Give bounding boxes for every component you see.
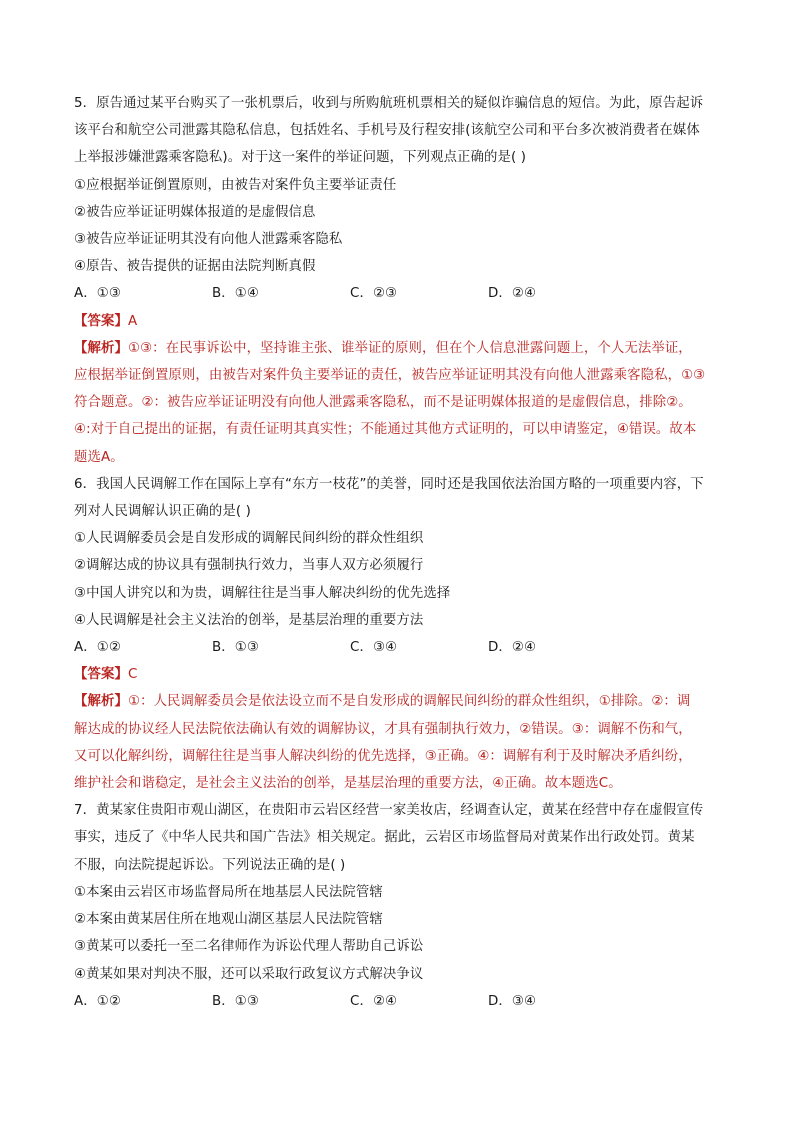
statement-4: ④原告、被告提供的证据由法院判断真假 [74,259,316,275]
answer-value: A [127,313,138,329]
document-content [74,90,726,1015]
statement-1: ①本案由云岩区市场监督局所在地基层人民法院管辖 [74,884,383,900]
statement-3: ③被告应举证证明其没有向他人泄露乘客隐私 [74,232,343,248]
question-stem: 事实，违反了《中华人民共和国广告法》相关规定。据此，云岩区市场监督局对黄某作出行政处罚。黄某 [74,830,695,846]
option-b: B．①③ [212,640,259,656]
analysis-line: 题选A。 [74,449,124,465]
analysis-label: 【解析】 [74,340,128,356]
statement-3: ③中国人讲究以和为贵，调解往往是当事人解决纠纷的优先选择 [74,585,451,601]
question-6 [74,471,726,797]
analysis-block [74,688,726,797]
question-stem: 5．原告通过某平台购买了一张机票后，收到与所购航班机票相关的疑似诈骗信息的短信。为此，原告起诉 [74,96,704,111]
statement-3: ③黄某可以委托一至二名律师作为诉讼代理人帮助自己诉讼 [74,939,424,955]
analysis-line [74,688,726,715]
statement-2: ②本案由黄某居住所在地观山湖区基层人民法院管辖 [74,912,383,928]
option-b: B．①③ [212,993,259,1009]
option-c: C．②③ [350,286,398,302]
analysis-line [74,335,726,362]
statement-4: ④黄某如果对判决不服，还可以采取行政复议方式解决争议 [74,966,424,982]
answer-options [74,634,726,661]
answer-options [74,988,726,1015]
answer-label: 【答案】 [74,667,128,683]
statement-2: ②调解达成的协议具有强制执行效力，当事人双方必须履行 [74,558,424,574]
option-a: A．①② [74,993,121,1009]
analysis-line: 解达成的协议经人民法院依法确认有效的调解协议，才具有强制执行效力，②错误。③：调解不伤和气， [74,721,692,737]
statement-4: ④人民调解是社会主义法治的创举，是基层治理的重要方法 [74,612,424,628]
analysis-line: 又可以化解纠纷，调解往往是当事人解决纠纷的优先选择，③正确。④：调解有利于及时解决矛盾纠纷， [74,748,692,764]
option-a: A．①③ [74,286,121,302]
question-7 [74,797,726,1015]
option-d: D．③④ [488,993,537,1009]
question-5 [74,90,726,471]
answer-options [74,280,726,307]
analysis-text: ①：人民调解委员会是依法设立而不是自发形成的调解民间纠纷的群众性组织，①排除。②：调 [127,694,691,710]
option-a: A．①② [74,640,121,656]
statement-1: ①人民调解委员会是自发形成的调解民间纠纷的群众性组织 [74,531,424,547]
question-stem: 7．黄某家住贵阳市观山湖区，在贵阳市云岩区经营一家美妆店，经调查认定，黄某在经营中存在虚假宣传 [74,803,704,819]
analysis-text: ①③：在民事诉讼中，坚持谁主张、谁举证的原则，但在个人信息泄露问题上，个人无法举证， [127,340,692,356]
statement-2: ②被告应举证证明媒体报道的是虚假信息 [74,204,316,220]
option-c: C．②④ [350,993,398,1009]
answer-line [74,661,726,688]
analysis-line: 维护社会和谐稳定，是社会主义法治的创举，是基层治理的重要方法，④正确。故本题选C。 [74,776,622,792]
option-d: D．②④ [488,286,537,302]
answer-value: C [127,667,138,683]
statement-1: ①应根据举证倒置原则，由被告对案件负主要举证责任 [74,177,397,193]
answer-line [74,308,726,335]
analysis-label: 【解析】 [74,694,128,710]
question-stem: 上举报涉嫌泄露乘客隐私)。对于这一案件的举证问题，下列观点正确的是( ) [74,150,527,166]
answer-label: 【答案】 [74,313,128,329]
analysis-line: 应根据举证倒置原则，由被告对案件负主要举证的责任，被告应举证证明其没有向他人泄露乘客隐私，①③ [74,368,706,384]
option-d: D．②④ [488,640,537,656]
option-c: C．③④ [350,640,398,656]
option-b: B．①④ [212,286,259,302]
question-stem: 列对人民调解认识正确的是( ) [74,504,251,520]
analysis-line: ④:对于自己提出的证据，有责任证明其真实性；不能通过其他方式证明的，可以申请鉴定，④错误。故本 [74,422,697,438]
question-stem: 不服，向法院提起诉讼。下列说法正确的是( ) [74,857,346,873]
question-stem: 该平台和航空公司泄露其隐私信息，包括姓名、手机号及行程安排(该航空公司和平台多次被消费者在媒体 [74,123,700,139]
analysis-block [74,335,726,471]
question-stem: 6．我国人民调解工作在国际上享有“东方一枝花”的美誉，同时还是我国依法治国方略的一项重要内容，下 [74,476,704,492]
analysis-line: 符合题意。②：被告应举证证明没有向他人泄露乘客隐私，而不是证明媒体报道的是虚假信息，排除②。 [74,395,692,411]
